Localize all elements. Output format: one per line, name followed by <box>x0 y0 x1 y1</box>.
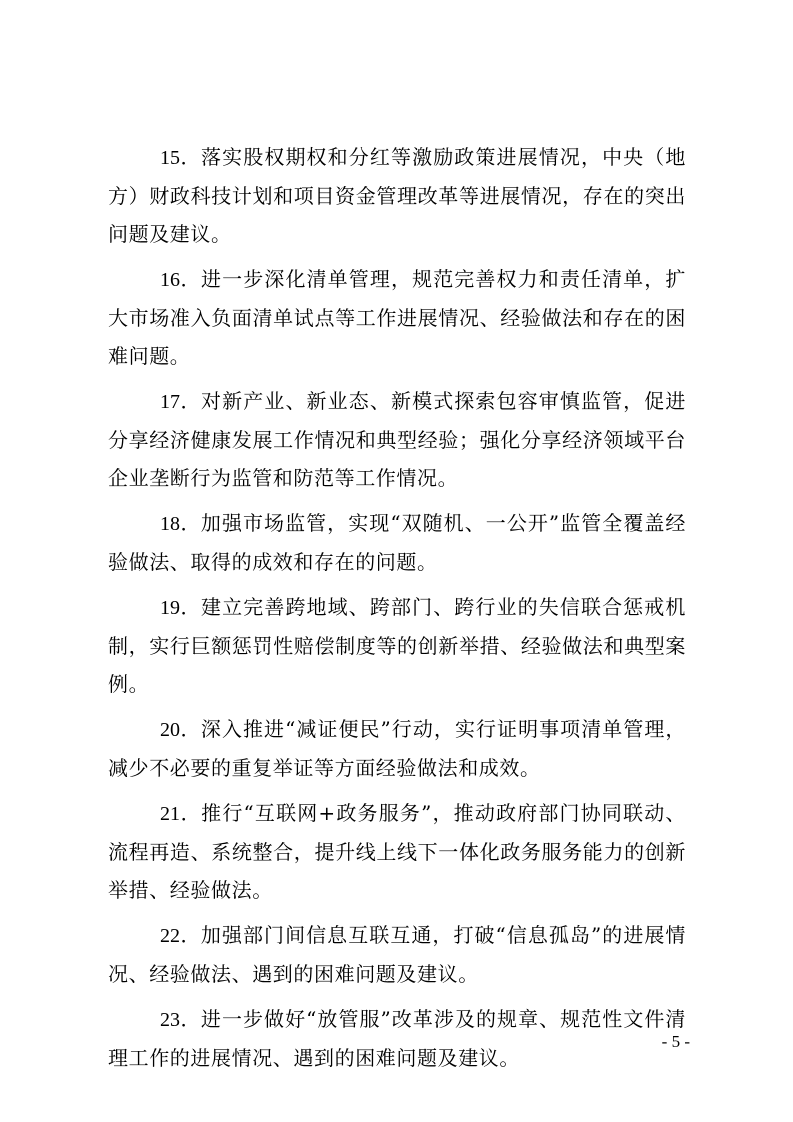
item-18-paragraph <box>108 504 686 581</box>
item-18-number: 18． <box>160 513 201 535</box>
item-22-paragraph <box>108 916 686 993</box>
item-16-number: 16． <box>160 269 202 291</box>
item-15-text: 落实股权期权和分红等激励政策进展情况，中央（地方）财政科技计划和项目资金管理改革等进展情况，存在的突出问题及建议。 <box>108 145 686 246</box>
item-22-number: 22． <box>160 925 201 947</box>
item-23-text: 进一步做好“放管服”改革涉及的规章、规范性文件清理工作的进展情况、遇到的困难问题及建议。 <box>108 1007 687 1070</box>
item-19-paragraph <box>108 588 686 703</box>
item-16-paragraph <box>108 260 686 375</box>
item-20-text: 深入推进“减证便民”行动，实行证明事项清单管理，减少不必要的重复举证等方面经验做法和成效。 <box>108 717 687 780</box>
item-22-text: 加强部门间信息互联互通，打破“信息孤岛”的进展情况、经验做法、遇到的困难问题及建议。 <box>108 923 687 986</box>
item-19-number: 19． <box>160 597 202 619</box>
item-23-paragraph <box>108 1000 686 1077</box>
item-17-text: 对新产业、新业态、新模式探索包容审慎监管，促进分享经济健康发展工作情况和典型经验；强化分享经济领域平台企业垄断行为监管和防范等工作情况。 <box>108 389 686 490</box>
item-23-number: 23． <box>160 1009 201 1031</box>
document-body <box>108 138 686 1084</box>
item-17-paragraph <box>108 382 686 497</box>
item-20-paragraph <box>108 710 686 787</box>
item-21-paragraph <box>108 794 686 909</box>
item-15-number: 15． <box>160 147 202 169</box>
item-17-number: 17． <box>160 391 202 413</box>
item-21-text: 推行“互联网+政务服务”，推动政府部门协同联动、流程再造、系统整合，提升线上线下一体化政务服务能力的创新举措、经验做法。 <box>108 801 687 902</box>
item-18-text: 加强市场监管，实现“双随机、一公开”监管全覆盖经验做法、取得的成效和存在的问题。 <box>108 511 687 574</box>
item-15-paragraph <box>108 138 686 253</box>
item-19-text: 建立完善跨地域、跨部门、跨行业的失信联合惩戒机制，实行巨额惩罚性赔偿制度等的创新举措、经验做法和典型案例。 <box>108 595 686 696</box>
page-number: - 5 - <box>661 1032 690 1051</box>
item-16-text: 进一步深化清单管理，规范完善权力和责任清单，扩大市场准入负面清单试点等工作进展情况、经验做法和存在的困难问题。 <box>108 267 686 368</box>
item-20-number: 20． <box>160 719 201 741</box>
item-21-number: 21． <box>160 803 202 825</box>
